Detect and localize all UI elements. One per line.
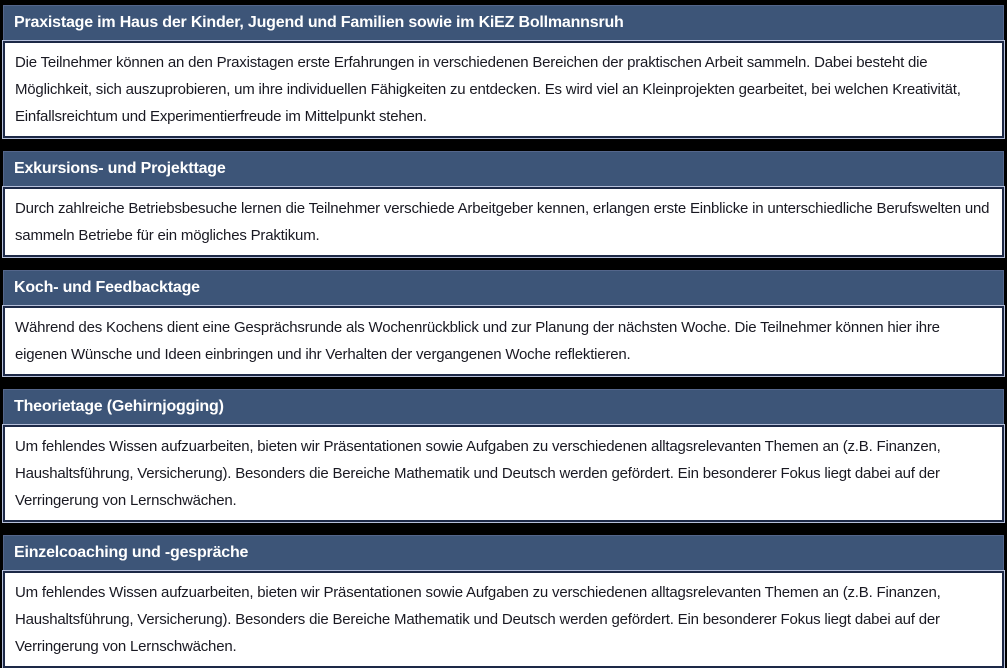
- section-theorietage: [3, 389, 1004, 522]
- section-header: [3, 535, 1004, 571]
- section-exkursions-und-projekttage: [3, 151, 1004, 257]
- section-koch-und-feedbacktage: [3, 270, 1004, 376]
- section-body: [3, 425, 1004, 522]
- section-title: Praxistage im Haus der Kinder, Jugend und Familien sowie im KiEZ Bollmannsruh: [14, 14, 624, 31]
- section-body: [3, 187, 1004, 257]
- section-title: Koch- und Feedbacktage: [14, 279, 200, 296]
- section-praxistage: [3, 5, 1004, 138]
- section-body-text: Die Teilnehmer können an den Praxistagen erste Erfahrungen in verschiedenen Bereichen der praktischen Arbeit sammeln. Dabei besteht die Möglichkeit, sich auszuprobieren, um ihre individuellen Fähigkeiten zu entdecken. Es wird viel an Kleinprojekten gearbeitet, bei welchen Kreativität, Einfallsreichtum und Experimentierfreude im Mittelpunkt stehen.: [15, 54, 961, 125]
- section-einzelcoaching: [3, 535, 1004, 668]
- section-body: [3, 306, 1004, 376]
- section-title: Einzelcoaching und -gespräche: [14, 544, 249, 561]
- section-body-text: Durch zahlreiche Betriebsbesuche lernen die Teilnehmer verschiede Arbeitgeber kennen, erlangen erste Einblicke in unterschiedliche Berufswelten und sammeln Betriebe für ein mögliches Praktikum.: [15, 200, 990, 244]
- section-body-text: Um fehlendes Wissen aufzuarbeiten, bieten wir Präsentationen sowie Aufgaben zu verschiedenen alltagsrelevanten Themen an (z.B. Finanzen, Haushaltsführung, Versicherung). Besonders die Bereiche Mathematik und Deutsch werden gefördert. Ein besonderer Fokus liegt dabei auf der Verringerung von Lernschwächen.: [15, 584, 941, 655]
- section-title: Theorietage (Gehirnjogging): [14, 398, 224, 415]
- section-header: [3, 5, 1004, 41]
- section-body: [3, 571, 1004, 668]
- section-header: [3, 151, 1004, 187]
- section-header: [3, 270, 1004, 306]
- section-body-text: Um fehlendes Wissen aufzuarbeiten, bieten wir Präsentationen sowie Aufgaben zu verschiedenen alltagsrelevanten Themen an (z.B. Finanzen, Haushaltsführung, Versicherung). Besonders die Bereiche Mathematik und Deutsch werden gefördert. Ein besonderer Fokus liegt dabei auf der Verringerung von Lernschwächen.: [15, 438, 941, 509]
- section-body: [3, 41, 1004, 138]
- section-header: [3, 389, 1004, 425]
- section-title: Exkursions- und Projekttage: [14, 160, 226, 177]
- section-body-text: Während des Kochens dient eine Gesprächsrunde als Wochenrückblick und zur Planung der nächsten Woche. Die Teilnehmer können hier ihre eigenen Wünsche und Ideen einbringen und ihr Verhalten der vergangenen Woche reflektieren.: [15, 319, 940, 363]
